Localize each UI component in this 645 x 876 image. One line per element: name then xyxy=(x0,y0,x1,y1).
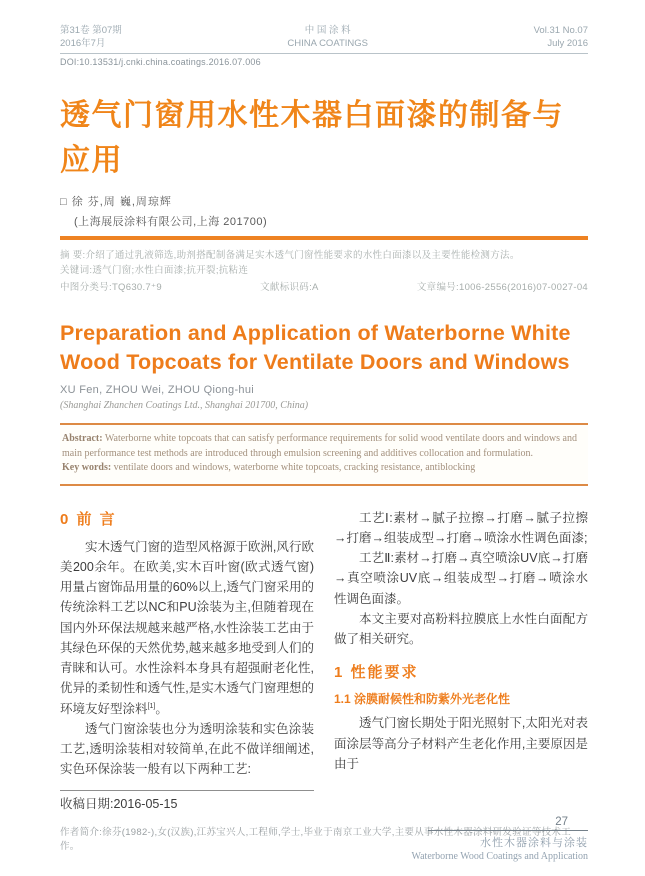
citation-ref-1: [1] xyxy=(147,702,156,710)
doi: DOI:10.13531/j.cnki.china.coatings.2016.07.006 xyxy=(60,57,261,67)
right-paragraph-3: 本文主要对高粉料拉膜底上水性白面配方做了相关研究。 xyxy=(334,611,588,647)
header-journal-name xyxy=(287,24,368,50)
article-id: 文章编号:1006-2556(2016)07-0027-04 xyxy=(416,282,588,293)
right-paragraph-2: 工艺Ⅱ:素材→打磨→真空喷涂UV底→打磨→真空喷涂UV底→组装成型→打磨→喷涂水性调色面漆。 xyxy=(334,551,588,606)
section-1-1-heading: 1.1 涂膜耐候性和防紫外光老化性 xyxy=(334,692,511,707)
affiliation-cn: (上海展辰涂料有限公司,上海 201700) xyxy=(74,216,268,228)
keywords-cn-label: 关键词: xyxy=(60,265,93,276)
authors-en: XU Fen, ZHOU Wei, ZHOU Qiong-hui xyxy=(60,384,254,397)
right-paragraph-1: 工艺Ⅰ:素材→腻子拉擦→打磨→腻子拉擦→打磨→组装成型→打磨→喷涂水性调色面漆; xyxy=(334,510,588,545)
volume-issue-cn: 第31卷 第07期 xyxy=(60,25,122,36)
keywords-en-label: Key words: xyxy=(62,462,112,474)
keywords-en-text: ventilate doors and windows, waterborne white topcoats, cracking resistance, antiblocking xyxy=(111,462,476,474)
abstract-cn-text: 介绍了通过乳液筛选,助剂搭配制备满足实木透气门窗性能要求的水性白面漆以及主要性能检测方法。 xyxy=(85,250,520,261)
abstract-box-en xyxy=(60,423,588,486)
keywords-cn-text: 透气门窗;水性白面漆;抗开裂;抗粘连 xyxy=(92,265,249,276)
keywords-cn-line xyxy=(60,263,588,278)
affiliation-en: (Shanghai Zhanchen Coatings Ltd., Shanghai 201700, China) xyxy=(60,400,309,412)
header-volume-info xyxy=(534,24,588,50)
left-column xyxy=(60,508,314,814)
footer-section-cn: 水性木器涂料与涂装 xyxy=(480,837,588,849)
journal-header xyxy=(60,24,588,54)
right-column xyxy=(334,508,588,814)
journal-name-en: CHINA COATINGS xyxy=(287,38,368,49)
received-date: 收稿日期:2016-05-15 xyxy=(60,796,178,811)
article-title-en: Preparation and Application of Waterborne White Wood Topcoats for Ventilate Doors and Windows xyxy=(60,321,571,375)
journal-name-cn: 中 国 涂 料 xyxy=(304,25,351,36)
doc-code: 文献标识码:A xyxy=(260,282,319,293)
abstract-en-text: Waterborne white topcoats that can satisfy performance requirements for solid wood ventilate doors and windows and main performance test methods are introduced through emulsion screening and additives collocation and formulation. xyxy=(62,433,577,459)
classification-line xyxy=(60,280,588,295)
abstract-en-label: Abstract: xyxy=(62,433,103,445)
body-columns xyxy=(60,508,588,814)
left-paragraph-2: 透气门窗涂装也分为透明涂装和实色涂装工艺,透明涂装相对较简单,在此不做详细阐述,实色环保涂装一般有以下两种工艺: xyxy=(60,721,314,777)
date-cn: 2016年7月 xyxy=(60,38,106,49)
section-1-heading: 1 性能要求 xyxy=(334,664,419,682)
page-number: 27 xyxy=(555,816,568,828)
footer-rule xyxy=(428,830,588,831)
article-title-cn: 透气门窗用水性木器白面漆的制备与应用 xyxy=(60,99,564,177)
date-en: July 2016 xyxy=(547,38,588,49)
section-0-heading: 0 前 言 xyxy=(60,510,117,528)
accent-divider-bar xyxy=(60,236,588,240)
abstract-cn-line xyxy=(60,248,588,263)
left-paragraph-1: 实木透气门窗的造型风格源于欧洲,风行欧美200余年。在欧美,实木百叶窗(欧式透气窗)用量占窗饰品用量的60%以上,透气门窗采用的传统涂料工艺以NC和PU涂装为主,但随着现在国内外环保法规越来越严格,水性涂装工艺由于其绿色环保的天然优势,越来越多地受到人们的青睐和认可。水性涂料本身具有超强耐老化性,优异的柔韧性和透气性,是实木透气门窗理想的环境友好型涂料[1]。 xyxy=(60,539,314,716)
keywords-en-line xyxy=(62,461,586,476)
meta-cn-block xyxy=(60,248,588,295)
author-bio-footnote: 作者简介:徐芬(1982-),女(汉族),江苏宝兴人,工程师,学士,毕业于南京工业大学,主要从事水性木器涂料研发验证等技术工作。 xyxy=(60,826,572,852)
footer-section-en: Waterborne Wood Coatings and Application xyxy=(411,851,588,862)
abstract-cn-label: 摘 要: xyxy=(60,250,86,261)
clc-number: 中图分类号:TQ630.7⁺9 xyxy=(60,282,162,293)
authors-cn: □ 徐 芬,周 巍,周琼辉 xyxy=(60,196,172,208)
received-date-rule xyxy=(60,790,314,791)
volume-issue-en: Vol.31 No.07 xyxy=(533,25,588,36)
header-issue-info xyxy=(60,24,122,50)
page-footer xyxy=(411,816,588,862)
abstract-en-line xyxy=(62,432,586,461)
right-paragraph-4: 透气门窗长期处于阳光照射下,太阳光对表面涂层等高分子材料产生老化作用,主要原因是由于 xyxy=(334,716,588,771)
